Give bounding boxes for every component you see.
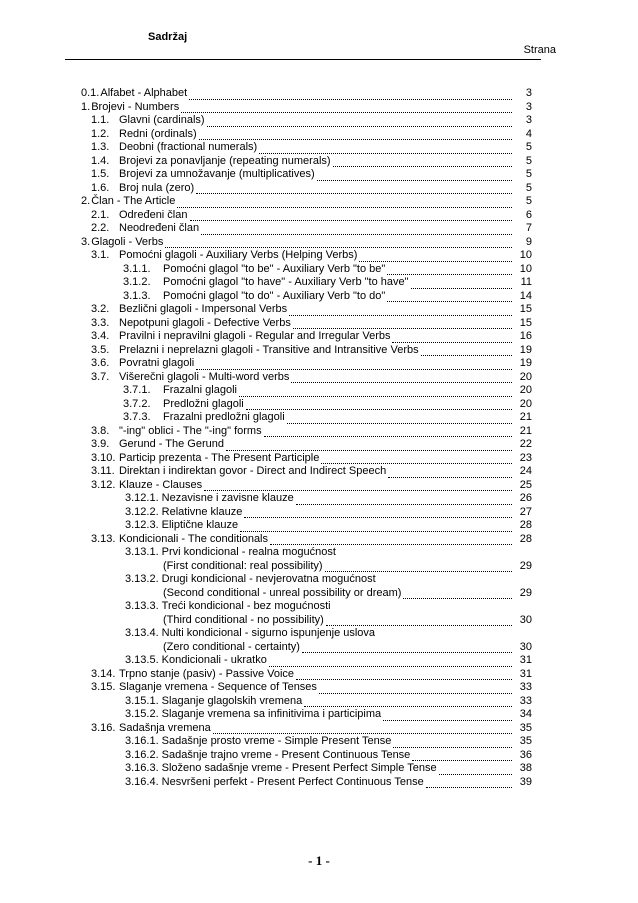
dot-leader [213,733,512,734]
dot-leader [403,598,512,599]
toc-entry-number: 1. [81,100,91,113]
toc-entry-page: 24 [519,465,532,477]
dot-leader [289,315,512,316]
dot-leader [181,112,512,113]
toc-entry[interactable] [81,344,532,358]
toc-entry-page: 25 [519,478,532,491]
toc-entry-page: 31 [519,667,532,680]
toc-entry-title: Frazalni glagoli [163,384,237,396]
toc-entry[interactable] [81,519,532,533]
toc-entry[interactable] [81,195,532,209]
toc-entry-title: Drugi kondicional - nevjerovatna mogućnost [161,573,376,585]
toc-entry-number: 3.1.2. [123,276,151,288]
toc-entry-number: 3.12. [91,478,116,491]
toc-entry-page: 33 [519,681,532,693]
toc-entry-page: 15 [519,316,532,329]
toc-entry-number: 3.12.3. [125,519,159,531]
toc-entry-number: 3.2. [91,303,110,315]
dot-leader [196,369,512,370]
toc-entry-title: Glagoli - Verbs [91,235,164,248]
toc-entry-page: 23 [519,451,532,464]
toc-entry[interactable] [81,654,532,668]
toc-entry[interactable] [81,371,532,385]
toc-entry-number: 2.1. [91,208,110,221]
dot-leader [165,247,512,248]
toc-entry-number: 3.5. [91,343,110,356]
toc-entry[interactable] [81,249,532,263]
toc-entry-number: 3.16.1. [125,735,159,747]
dot-leader [383,720,512,721]
toc-entry-number: 3.7.1. [123,384,151,396]
toc-entry[interactable] [81,330,532,344]
toc-entry[interactable] [81,479,532,493]
toc-entry-title: Predložni glagoli [163,397,244,410]
toc-entry[interactable] [81,128,532,142]
toc-entry[interactable] [81,600,532,614]
toc-entry[interactable] [81,762,532,776]
toc-entry-continuation[interactable] [81,614,532,628]
dot-leader [321,463,512,464]
toc-entry-page: 21 [519,411,532,423]
toc-entry-title: Sadašnja vremena [119,721,211,734]
toc-entry-page: 20 [519,397,532,410]
toc-entry-number: 3.7. [91,370,110,383]
toc-entry-page: 6 [525,208,532,221]
toc-entry-page: 35 [519,721,532,734]
toc-entry-title: Brojevi za ponavljanje (repeating numerals) [119,154,331,167]
toc-entry[interactable] [81,425,532,439]
toc-entry-page: 15 [519,303,532,315]
toc-entry-number: 3.13.4. [125,627,159,639]
toc-entry-title: Particip prezenta - The Present Participle [119,451,320,464]
toc-entry-number: 3.3. [91,316,110,329]
dot-leader [421,355,512,356]
toc-entry-number: 3.16.4. [125,775,159,788]
dot-leader [207,126,512,127]
toc-entry-page: 28 [519,532,532,545]
toc-entry-title: Nulti kondicional - sigurno ispunjenje uslova [161,627,376,639]
toc-entry-number: 3.12.1. [125,492,159,504]
toc-entry-title: Član - The Article [91,195,176,207]
toc-entry-page: 36 [519,748,532,761]
toc-entry[interactable] [81,357,532,371]
dot-leader [412,760,512,761]
dot-leader [296,504,512,505]
toc-entry-page: 22 [519,438,532,450]
toc-entry-number: 3.11. [91,465,115,477]
dot-leader [190,220,513,221]
toc-entry-number: 3.12.2. [125,505,159,518]
toc-entry-title: Prvi kondicional - realna mogućnost [161,546,336,558]
toc-entry-title: Prelazni i neprelazni glagoli - Transitive and Intransitive Verbs [119,343,419,356]
dot-leader [326,625,512,626]
toc-entry-number: 3.15.1. [125,694,159,707]
toc-entry-number: 3.16.2. [125,748,159,761]
toc-entry-number: 3.13.1. [125,546,159,558]
toc-entry-title: Brojevi - Numbers [91,100,180,113]
toc-entry-continuation[interactable] [81,587,532,601]
toc-entry[interactable] [81,452,532,466]
dot-leader [204,490,512,491]
page-column-label: Strana [523,44,556,56]
table-of-contents [81,87,532,789]
toc-entry-number: 3.4. [91,330,110,342]
toc-entry-page: 16 [519,330,532,342]
dot-leader [239,396,512,397]
dot-leader [287,423,512,424]
toc-entry-number: 3.15. [91,681,116,693]
toc-entry-title: Glavni (cardinals) [119,114,205,126]
toc-entry-title: Relativne klauze [161,505,243,518]
toc-entry[interactable] [81,263,532,277]
dot-leader [333,166,512,167]
toc-entry-title: Gerund - The Gerund [119,438,224,450]
toc-entry[interactable] [81,398,532,412]
toc-entry[interactable] [81,465,532,479]
toc-entry-number: 2. [81,195,91,207]
toc-entry-page: 7 [525,222,532,234]
toc-entry-page: 5 [525,141,532,153]
toc-entry-page: 11 [520,276,532,288]
toc-entry-page: 29 [519,586,532,599]
toc-entry-page: 39 [519,775,532,788]
toc-entry-number: 3.7.3. [123,411,151,423]
dot-leader [291,382,512,383]
toc-entry-subtitle: (Zero conditional - certainty) [163,640,300,653]
toc-entry-page: 4 [525,127,532,140]
toc-entry-subtitle: (Second conditional - unreal possibility or dream) [163,586,402,599]
dot-leader [317,180,512,181]
dot-leader [177,207,512,208]
dot-leader [359,261,512,262]
dot-leader [240,531,512,532]
toc-entry[interactable] [81,668,532,682]
toc-entry-page: 5 [525,154,532,167]
toc-entry-page: 5 [525,181,532,194]
dot-leader [269,666,512,667]
dot-leader [226,450,512,451]
toc-entry-number: 1.1. [91,114,110,126]
toc-entry-page: 9 [525,235,532,248]
toc-entry-title: Povratni glagoli [119,357,195,369]
toc-entry-page: 3 [525,114,532,126]
toc-entry[interactable] [81,209,532,223]
toc-entry-title: Kondicionali - ukratko [161,654,267,666]
toc-entry-number: 3.1.1. [123,262,151,275]
toc-entry-continuation[interactable] [81,641,532,655]
toc-entry[interactable] [81,722,532,736]
toc-entry-number: 2.2. [91,222,110,234]
toc-entry-number: 3.15.2. [125,708,159,720]
toc-entry-title: Klauze - Clauses [119,478,203,491]
dot-leader [411,288,512,289]
toc-entry-page: 31 [519,654,532,666]
toc-entry-page: 5 [525,195,532,207]
dot-leader [196,193,512,194]
toc-entry-number: 3.6. [91,357,110,369]
dot-leader [426,787,512,788]
toc-entry-title: Određeni član [119,208,188,221]
toc-entry-number: 1.2. [91,127,110,140]
toc-entry-page: 14 [519,289,532,302]
toc-entry[interactable] [81,492,532,506]
toc-entry-title: Složeno sadašnje vreme - Present Perfect Simple Tense [161,762,437,774]
toc-entry-page: 29 [519,559,532,572]
toc-entry[interactable] [81,87,532,101]
toc-entry-title: Višerečni glagoli - Multi-word verbs [119,370,290,383]
toc-entry-continuation[interactable] [81,560,532,574]
toc-entry-page: 3 [525,100,532,113]
toc-entry-page: 34 [519,708,532,720]
toc-entry-title: Treći kondicional - bez mogućnosti [161,600,331,612]
toc-entry-page: 28 [519,519,532,531]
toc-entry-title: Pomoćni glagoli - Auxiliary Verbs (Helping Verbs) [119,249,358,261]
dot-leader [393,747,512,748]
toc-entry[interactable] [81,411,532,425]
dot-leader [387,274,512,275]
toc-entry-title: Frazalni predložni glagoli [163,411,285,423]
toc-entry-title: "-ing" oblici - The "-ing" forms [119,424,262,437]
toc-entry-page: 30 [519,640,532,653]
toc-entry-page: 19 [519,357,532,369]
dot-leader [388,477,512,478]
dot-leader [302,652,512,653]
toc-entry-title: Nepotpuni glagoli - Defective Verbs [119,316,291,329]
toc-entry[interactable] [81,681,532,695]
toc-entry[interactable] [81,776,532,790]
toc-entry-number: 3.13. [91,532,116,545]
page-number: - 1 - [308,853,330,868]
toc-entry-title: Pravilni i nepravilni glagoli - Regular and Irregular Verbs [119,330,391,342]
dot-leader [244,517,512,518]
toc-entry-title: Redni (ordinals) [119,127,197,140]
toc-entry-title: Slaganje vremena sa infinitivima i participima [161,708,382,720]
toc-entry-number: 3.13.5. [125,654,159,666]
toc-entry-title: Sadašnje trajno vreme - Present Continuous Tense [161,748,411,761]
toc-entry[interactable] [81,533,532,547]
toc-entry[interactable] [81,222,532,236]
toc-entry-number: 1.4. [91,154,110,167]
dot-leader [319,693,512,694]
toc-entry-number: 3.16.3. [125,762,159,774]
toc-entry[interactable] [81,627,532,641]
dot-leader [387,301,512,302]
toc-entry-title: Bezlični glagoli - Impersonal Verbs [119,303,288,315]
toc-entry[interactable] [81,236,532,250]
dot-leader [296,679,512,680]
toc-entry[interactable] [81,506,532,520]
toc-entry[interactable] [81,708,532,722]
toc-entry-number: 3.16. [91,721,116,734]
dot-leader [270,544,512,545]
dot-leader [199,139,512,140]
toc-entry[interactable] [81,384,532,398]
toc-entry-page: 26 [519,492,532,504]
toc-entry-page: 3 [525,87,532,99]
toc-entry-number: 1.5. [91,168,110,180]
toc-entry[interactable] [81,749,532,763]
dot-leader [246,409,512,410]
toc-entry-title: Neodređeni član [119,222,200,234]
dot-leader [259,153,512,154]
toc-entry-title: Slaganje glagolskih vremena [161,694,303,707]
toc-entry-number: 3. [81,235,91,248]
dot-leader [293,328,512,329]
toc-entry-title: Kondicionali - The conditionals [119,532,268,545]
toc-entry-number: 3.1. [91,249,110,261]
toc-entry-number: 1.3. [91,141,110,153]
toc-entry-number: 3.7.2. [123,397,151,410]
page-title: Sadržaj [148,31,188,43]
dot-leader [439,774,512,775]
toc-entry-number: 3.9. [91,438,110,450]
toc-entry[interactable] [81,546,532,560]
toc-entry-number: 3.1.3. [123,289,151,302]
toc-entry[interactable] [81,303,532,317]
toc-entry-page: 27 [519,505,532,518]
toc-entry-title: Pomoćni glagol "to have" - Auxiliary Verb "to have" [163,276,409,288]
toc-entry-page: 35 [519,735,532,747]
toc-entry[interactable] [81,276,532,290]
toc-entry-page: 5 [525,168,532,180]
toc-entry-page: 30 [519,613,532,626]
toc-entry-title: Nesvršeni perfekt - Present Perfect Continuous Tense [161,775,424,788]
toc-entry-page: 19 [519,343,532,356]
toc-entry-number: 0.1. [81,87,100,99]
toc-entry-page: 33 [519,694,532,707]
toc-entry-title: Alfabet - Alphabet [100,87,188,99]
dot-leader [189,99,512,100]
toc-entry-page: 38 [519,762,532,774]
toc-entry[interactable] [81,141,532,155]
toc-entry[interactable] [81,168,532,182]
toc-entry-subtitle: (Third conditional - no possibility) [163,613,324,626]
toc-entry-number: 3.8. [91,424,110,437]
toc-entry[interactable] [81,317,532,331]
dot-leader [264,436,512,437]
toc-entry[interactable] [81,438,532,452]
header-divider [65,59,541,60]
toc-entry-subtitle: (First conditional: real possibility) [163,559,323,572]
toc-entry-number: 3.14. [91,667,116,680]
toc-entry[interactable] [81,101,532,115]
toc-entry-number: 3.13.2. [125,573,159,585]
toc-entry-page: 10 [519,262,532,275]
toc-entry-page: 10 [519,249,532,261]
toc-entry-title: Nezavisne i zavisne klauze [161,492,294,504]
dot-leader [201,234,512,235]
toc-entry-title: Slaganje vremena - Sequence of Tenses [119,681,317,693]
toc-entry-page: 21 [519,424,532,437]
toc-entry-title: Eliptične klauze [161,519,239,531]
toc-entry-title: Pomoćni glagol "to do" - Auxiliary Verb "to do" [163,289,386,302]
toc-entry-title: Pomoćni glagol "to be" - Auxiliary Verb "to be" [163,262,386,275]
toc-entry-number: 1.6. [91,181,110,194]
toc-entry[interactable] [81,290,532,304]
toc-entry[interactable] [81,182,532,196]
toc-entry-title: Direktan i indirektan govor - Direct and Indirect Speech [119,465,387,477]
dot-leader [392,342,512,343]
toc-entry[interactable] [81,155,532,169]
toc-entry[interactable] [81,573,532,587]
dot-leader [304,706,512,707]
toc-entry[interactable] [81,695,532,709]
toc-entry[interactable] [81,114,532,128]
toc-entry-number: 3.10. [91,451,116,464]
toc-entry-title: Sadašnje prosto vreme - Simple Present Tense [161,735,392,747]
toc-entry-page: 20 [519,384,532,396]
toc-entry-number: 3.13.3. [125,600,159,612]
toc-entry-title: Deobni (fractional numerals) [119,141,258,153]
toc-entry-title: Broj nula (zero) [119,181,195,194]
toc-entry[interactable] [81,735,532,749]
toc-entry-title: Brojevi za umnožavanje (multiplicatives) [119,168,315,180]
dot-leader [325,571,512,572]
toc-entry-page: 20 [519,370,532,383]
toc-entry-title: Trpno stanje (pasiv) - Passive Voice [119,667,295,680]
